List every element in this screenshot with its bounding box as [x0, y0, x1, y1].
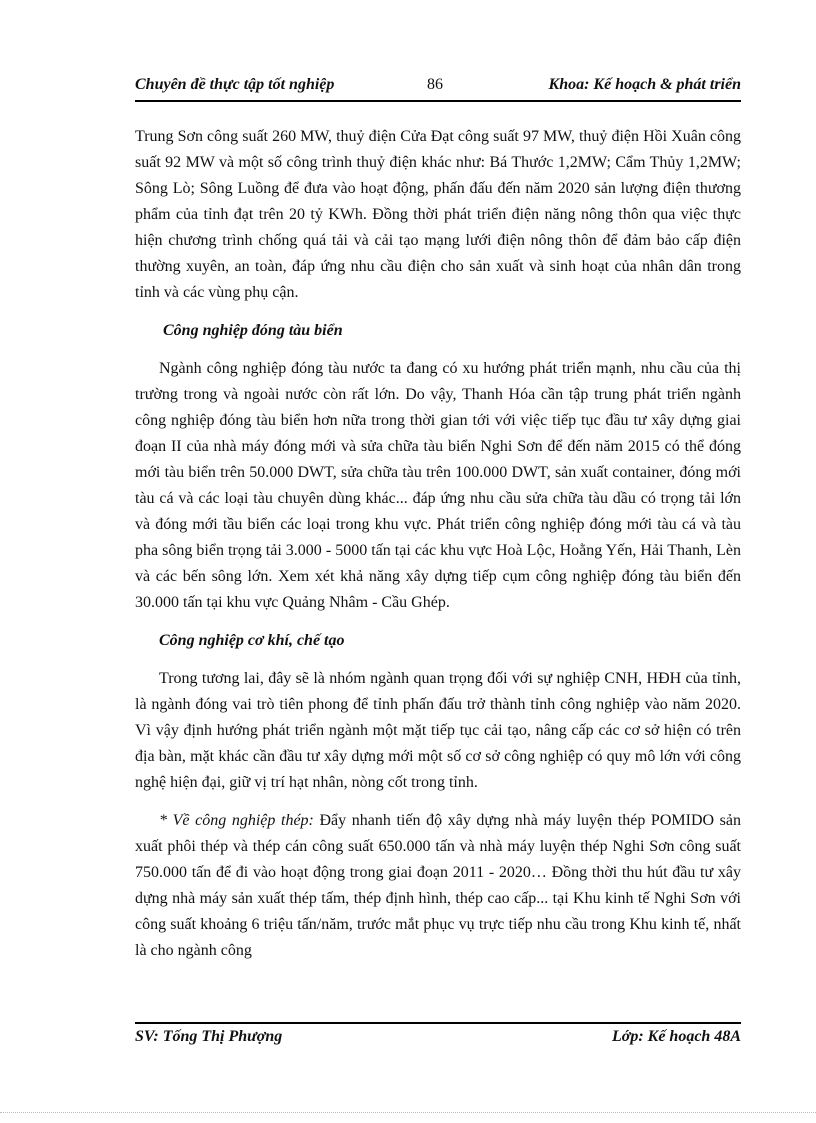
steel-lead: * Về công nghiệp thép:: [159, 812, 314, 829]
page-header: [135, 72, 741, 98]
page-body: [135, 124, 741, 964]
header-thesis-title: Chuyên đề thực tập tốt nghiệp: [135, 76, 335, 93]
paragraph-mechanical: Trong tương lai, đây sẽ là nhóm ngành quan trọng đối với sự nghiệp CNH, HĐH của tỉnh, là ngành đóng vai trò tiên phong để tỉnh phấn đấu trở thành tỉnh công nghiệp vào năm 2020. Vì vậy định hướng phát triển ngành một mặt tiếp tục cải tạo, nâng cấp các cơ sở hiện có trên địa bàn, mặt khác cần đầu tư xây dựng mới một số cơ sở công nghiệp có quy mô lớn với công nghệ hiện đại, giữ vị trí hạt nhân, nòng cốt trong tỉnh.: [135, 670, 741, 791]
paragraph-shipbuilding: Ngành công nghiệp đóng tàu nước ta đang có xu hướng phát triển mạnh, nhu cầu của thị trường trong và ngoài nước còn rất lớn. Do vậy, Thanh Hóa cần tập trung phát triển ngành công nghiệp đóng tàu biển hơn nữa trong thời gian tới với việc tiếp tục đầu tư xây dựng giai đoạn II của nhà máy đóng mới và sửa chữa tàu biển Nghi Sơn để đến năm 2015 có thể đóng mới tàu biển trên 50.000 DWT, sửa chữa tàu trên 100.000 DWT, sản xuất container, đóng mới tàu cá và các loại tàu chuyên dùng khác... đáp ứng nhu cầu sửa chữa tàu dầu có trọng tải lớn và đóng mới tầu biển các loại trong khu vực. Phát triển công nghiệp đóng mới tàu cá và tàu pha sông biển trọng tải 3.000 - 5000 tấn tại các khu vực Hoà Lộc, Hoằng Yến, Hải Thanh, Lèn và các bến sông lớn. Xem xét khả năng xây dựng tiếp cụm công nghiệp đóng tàu biển đến 30.000 tấn tại khu vực Quảng Nhâm - Cầu Ghép.: [135, 360, 741, 611]
page-number: 86: [427, 76, 443, 93]
paragraph-steel: [135, 808, 741, 964]
header-divider: [135, 100, 741, 102]
steel-text: Đẩy nhanh tiến độ xây dựng nhà máy luyện thép POMIDO sản xuất phôi thép và thép cán công suất 650.000 tấn và nhà máy luyện thép Nghi Sơn công suất 750.000 tấn để đi vào hoạt động trong giai đoạn 2011 - 2020… Đồng thời thu hút đầu tư xây dựng nhà máy sản xuất thép tấm, thép định hình, thép cao cấp... tại Khu kinh tế Nghi Sơn với công suất khoảng 6 triệu tấn/năm, trước mắt phục vụ trực tiếp nhu cầu trong Khu kinh tế, nhất là cho ngành công: [135, 812, 741, 959]
header-faculty: Khoa: Kế hoạch & phát triển: [548, 76, 741, 93]
footer-student: SV: Tống Thị Phượng: [135, 1028, 283, 1045]
page-footer: [135, 1028, 741, 1050]
paragraph-power: Trung Sơn công suất 260 MW, thuỷ điện Cửa Đạt công suất 97 MW, thuỷ điện Hồi Xuân công suất 92 MW và một số công trình thuỷ điện khác như: Bá Thước 1,2MW; Cẩm Thủy 1,2MW; Sông Lò; Sông Luồng để đưa vào hoạt động, phấn đấu đến năm 2020 sản lượng điện thương phẩm của tỉnh đạt trên 20 tỷ KWh. Đồng thời phát triển điện năng nông thôn qua việc thực hiện chương trình chống quá tải và cải tạo mạng lưới điện nông thôn để đảm bảo cấp điện thường xuyên, an toàn, đáp ứng nhu cầu điện cho sản xuất và sinh hoạt của nhân dân trong tỉnh và các vùng phụ cận.: [135, 128, 741, 301]
page-bottom-dotted-line: [0, 1112, 816, 1113]
heading-shipbuilding: Công nghiệp đóng tàu biển: [163, 322, 343, 339]
footer-class: Lớp: Kế hoạch 48A: [611, 1028, 741, 1045]
heading-mechanical: Công nghiệp cơ khí, chế tạo: [159, 632, 345, 649]
footer-divider: [135, 1022, 741, 1024]
